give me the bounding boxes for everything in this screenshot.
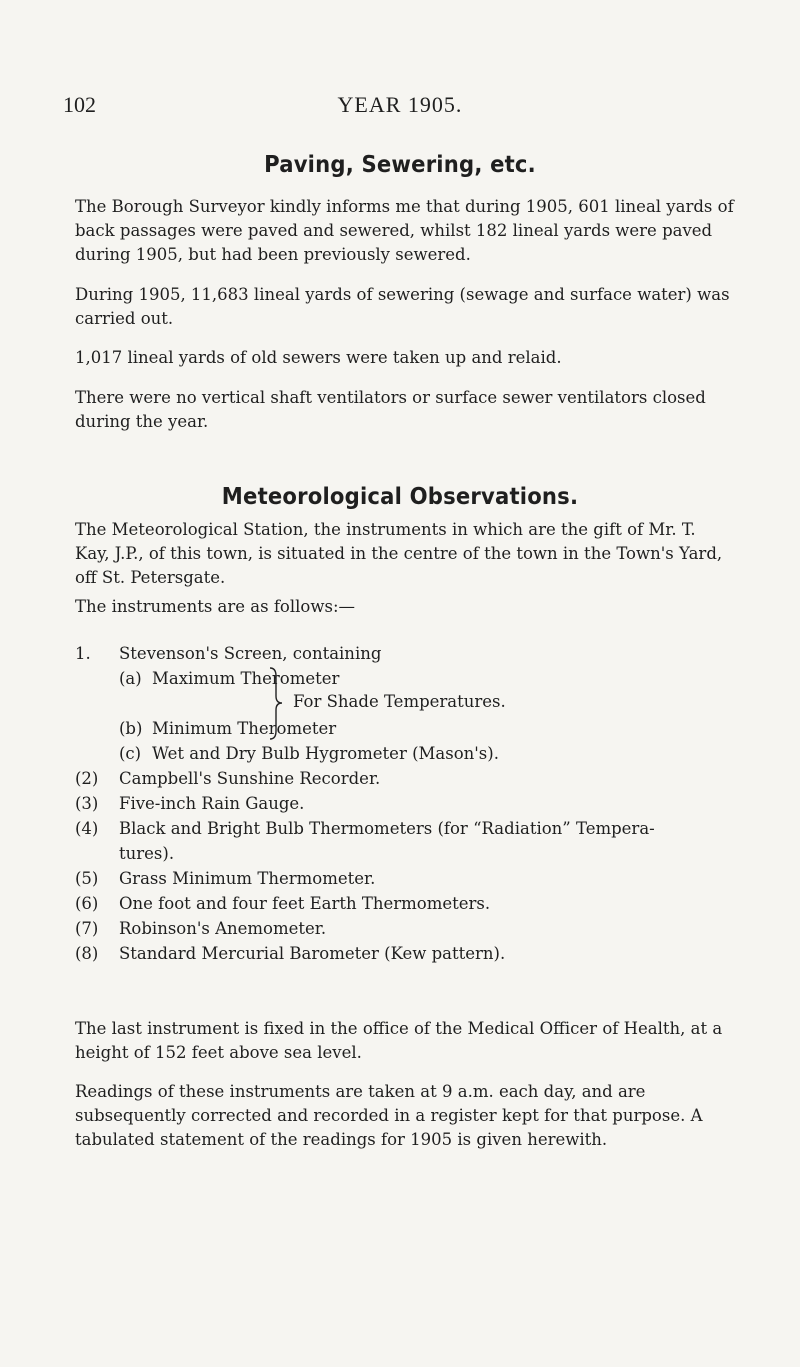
list-item: (a) Maximum Therometer <box>119 669 340 688</box>
list-item: (8) Standard Mercurial Barometer (Kew pattern). <box>75 944 506 963</box>
list-item: (3) Five-inch Rain Gauge. <box>75 794 305 813</box>
page-number: 102 <box>63 92 96 117</box>
list-item: (5) Grass Minimum Thermometer. <box>75 869 376 888</box>
paragraph-paving-1: The Borough Surveyor kindly informs me that during 1905, 601 lineal yards of back passages were paved and sewered, whilst 182 lineal yards were paved during 1905, but had been previously sewered. <box>75 197 734 264</box>
list-item: 1. Stevenson's Screen, containing <box>75 644 382 663</box>
instrument-list <box>75 641 755 966</box>
paragraph-closing-1: The last instrument is fixed in the office of the Medical Officer of Health, at a height of 152 feet above sea level. <box>75 1019 723 1062</box>
paragraph-paving-3: 1,017 lineal yards of old sewers were taken up and relaid. <box>75 348 562 367</box>
brace-note: For Shade Temperatures. <box>293 692 506 711</box>
list-item: (b) Minimum Therometer <box>119 719 337 738</box>
section-heading-meteorological: Meteorological Observations. <box>221 484 579 510</box>
paragraph-paving-4: There were no vertical shaft ventilators or surface sewer ventilators closed during the year. <box>75 388 706 431</box>
page-header <box>0 92 800 126</box>
paragraph-instruments-lead: The instruments are as follows:— <box>75 597 356 616</box>
list-item: (2) Campbell's Sunshine Recorder. <box>75 769 381 788</box>
list-item: (4) Black and Bright Bulb Thermometers (for “Radiation” Tempera- <box>75 819 655 838</box>
list-item: (6) One foot and four feet Earth Thermometers. <box>75 894 491 913</box>
section-heading-paving: Paving, Sewering, etc. <box>264 152 536 178</box>
brace-symbol <box>266 666 286 744</box>
brace-icon <box>266 666 284 741</box>
list-item: (c) Wet and Dry Bulb Hygrometer (Mason's). <box>119 744 499 763</box>
paragraph-paving-2: During 1905, 11,683 lineal yards of sewering (sewage and surface water) was carried out. <box>75 285 730 328</box>
list-item-continuation: tures). <box>119 844 175 863</box>
paragraph-meteo-intro: The Meteorological Station, the instruments in which are the gift of Mr. T. Kay, J.P., of this town, is situated in the centre of the town in the Town's Yard, off St. Petersgate. <box>75 520 723 587</box>
running-title: YEAR 1905. <box>337 92 463 117</box>
paragraph-closing-2: Readings of these instruments are taken at 9 a.m. each day, and are subsequently corrected and recorded in a register kept for that purpose. A tabulated statement of the readings for 1905 is given herewith. <box>75 1082 703 1149</box>
list-item: (7) Robinson's Anemometer. <box>75 919 327 938</box>
